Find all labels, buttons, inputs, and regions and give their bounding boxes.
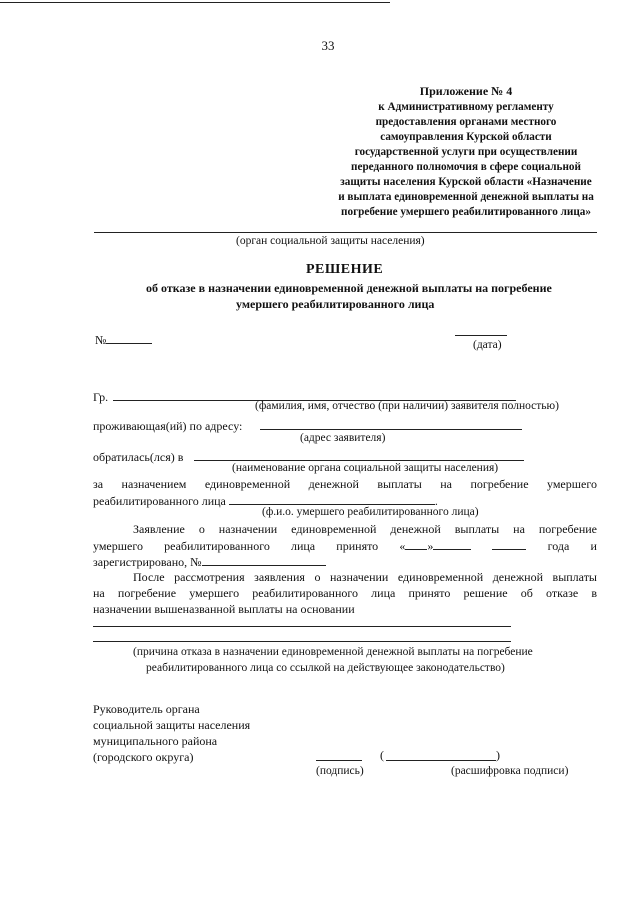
number-label: № <box>95 332 152 348</box>
application-line1: Заявление о назначении единовременной денежной выплаты на погребение <box>133 522 597 536</box>
head-line: социальной защиты населения <box>93 718 251 732</box>
decode-close-paren: ) <box>496 748 500 762</box>
after-line3: назначении вышеназванной выплаты на основании <box>93 602 355 616</box>
organ-caption: (орган социальной защиты населения) <box>236 235 425 247</box>
applied-line <box>194 460 524 461</box>
applied-caption: (наименование органа социальной защиты населения) <box>232 462 499 474</box>
top-rule <box>0 2 390 3</box>
after-line2: на погребение умершего реабилитированного лица принято решение об отказе в <box>93 586 597 600</box>
decision-subtitle-line2: умершего реабилитированного лица <box>236 297 435 311</box>
purpose-line2: реабилитированного лица . <box>93 494 438 508</box>
head-line: муниципального района <box>93 734 218 748</box>
date-line <box>455 335 507 336</box>
head-line: Руководитель органа <box>93 702 200 716</box>
appendix-line: самоуправления Курской области <box>380 131 552 143</box>
reason-line1 <box>93 626 511 627</box>
decision-subtitle-line1: об отказе в назначении единовременной денежной выплаты на погребение <box>146 281 552 295</box>
address-label: проживающая(ий) по адресу: <box>93 419 243 433</box>
decision-title: РЕШЕНИЕ <box>306 262 384 277</box>
application-line3: зарегистрировано, № <box>93 554 326 570</box>
decode-caption: (расшифровка подписи) <box>451 765 569 777</box>
decode-line <box>386 760 496 761</box>
reason-caption-line2: реабилитированного лица со ссылкой на действующее законодательство) <box>146 662 505 674</box>
purpose-line1: за назначением единовременной денежной выплаты на погребение умершего <box>93 477 597 491</box>
reason-caption-line1: (причина отказа в назначении единовременной денежной выплаты на погребение <box>133 646 533 658</box>
organ-line <box>94 232 597 233</box>
applied-label: обратилась(лся) в <box>93 450 184 464</box>
citizen-label: Гр. <box>93 390 109 404</box>
deceased-caption: (ф.и.о. умершего реабилитированного лица) <box>262 506 479 518</box>
after-line1: После рассмотрения заявления о назначении единовременной денежной выплаты <box>133 570 597 584</box>
application-line2: умершего реабилитированного лица принято « » года и <box>93 539 597 553</box>
appendix-title: Приложение № 4 <box>419 84 513 98</box>
address-line <box>260 429 522 430</box>
signature-line <box>316 760 362 761</box>
appendix-line: к Административному регламенту <box>378 101 554 113</box>
date-caption: (дата) <box>473 339 502 351</box>
appendix-line: и выплата единовременной денежной выплаты на <box>338 191 594 203</box>
head-line: (городского округа) <box>93 750 194 764</box>
appendix-line: погребение умершего реабилитированного лица» <box>341 206 591 218</box>
decode-open-paren: ( <box>380 748 384 762</box>
page-number: 33 <box>321 38 335 53</box>
appendix-line: переданного полномочия в сфере социальной <box>351 161 581 173</box>
appendix-line: предоставления органами местного <box>375 116 557 128</box>
appendix-line: защиты населения Курской области «Назначение <box>340 176 592 188</box>
citizen-caption: (фамилия, имя, отчество (при наличии) заявителя полностью) <box>255 400 559 412</box>
address-caption: (адрес заявителя) <box>300 432 386 444</box>
signature-caption: (подпись) <box>316 765 364 777</box>
appendix-line: государственной услуги при осуществлении <box>354 146 578 158</box>
reason-line2 <box>93 641 511 642</box>
